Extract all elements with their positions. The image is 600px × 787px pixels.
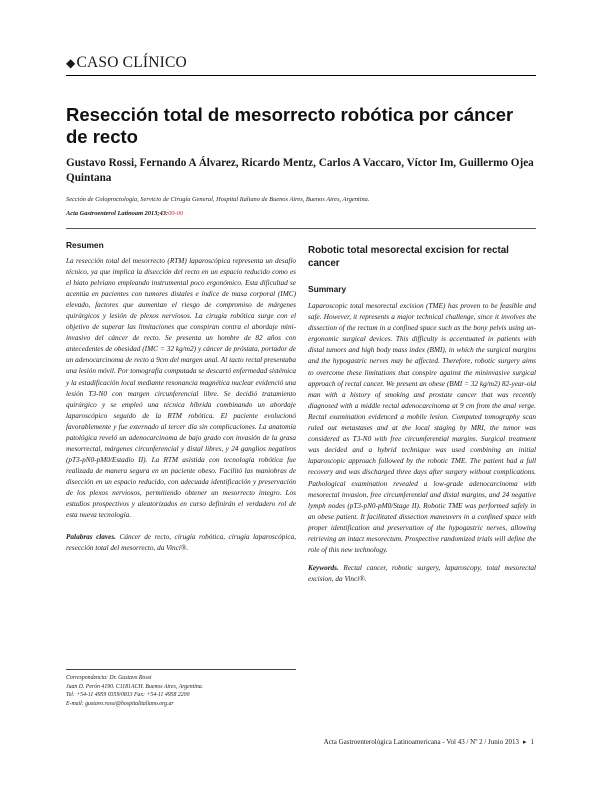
- section-label-text: CASO CLÍNICO: [76, 54, 187, 71]
- journal-citation: Acta Gastroenterol Latinoam 2013;43:: [66, 210, 169, 217]
- page-number: 1: [530, 738, 534, 746]
- spanish-abstract-column: [66, 240, 296, 554]
- correspondence-divider: [66, 669, 296, 670]
- palabras-claves-label: Palabras claves.: [66, 533, 116, 542]
- correspondence-name: Dr. Gustavo Rossi: [109, 675, 152, 681]
- keywords: [308, 563, 536, 585]
- keywords-label: Keywords.: [308, 564, 339, 573]
- palabras-claves-text: Cáncer de recto, cirugía robótica, cirugía laparoscópica, resección total del mesorrecto, da Vinci®.: [66, 533, 297, 553]
- column-divider: [66, 228, 536, 229]
- resumen-body: La resección total del mesorrecto (RTM) laparoscópica representa un desafío técnico, ya que implica la disección del recto en un espacio reducido como es el hiato pelviano empleando instrumental poco ergonómico. Esta dificultad se acentúa en pacientes con tumores distales e índice de masa corporal (IMC) elevado, factores que aumentan el riesgo de compromiso de márgenes quirúrgicos y lesión de plexos nerviosos. La cirugía robótica surge con el objetivo de superar las limitaciones que conspiran contra el abordaje mini-invasivo del cáncer de recto. Se presenta un hombre de 82 años con antecedentes de obesidad (IMC = 32 kg/m2) y cáncer de próstata, portador de un adenocarcinoma de recto a 9cm del margen anal. Al tacto rectal presentaba una lesión móvil. Por tomografía computada se descartó enfermedad sistémica y la estadificación local mediante resonancia magnética nuclear evidenció una lesión T3-N0 con margen circunferencial libre. Se decidió tratamiento quirúrgico y se empleó una técnica híbrida combinando un abordaje laparoscópico seguido de la RTM robótica. El paciente evolucionó favorablemente y fue externado al tercer día sin complicaciones. La anatomía patológica reveló un adenocarcinoma de bajo grado con invasión de la grasa mesorrectal, márgenes circunferencial y distal libres, y 24 ganglios negativos (pT3-pN0-pM0/Estadío II). La RTM asistida con tecnología robótica fue realizada de manera segura en un paciente obeso. Facilitó las maniobras de disección en un espacio reducido, con adecuada identificación y preservación de los plexos nerviosos, permitiendo obtener un mesorrecto íntegro. Los estudios prospectivos y aleatorizados en curso definirán el verdadero rol de esta nueva tecnología.: [66, 257, 296, 520]
- correspondence-label: Correspondencia:: [66, 675, 108, 681]
- summary-heading: Summary: [308, 284, 347, 294]
- article-title: Resección total de mesorrecto robótica por cáncer de recto: [66, 104, 514, 147]
- header-divider: [66, 75, 536, 76]
- summary-body: Laparoscopic total mesorectal excision (TME) has proven to be feasible and safe. However, it represents a major technical challenge, since it involves the dissection of the rectum in a confined space such as the bony pelvis using un-ergonomic surgical devices. This difficulty is accentuated in patients with distal tumors and high body mass index (BMI), in which the surgical margins and the hypogastric nerves may be affected. Therefore, robotic surgery aims to overcome these limitations that conspire against the mininvasive surgical approach of rectal cancer. We present an obese (BMI = 32 kg/m2) 82-year-old man with a history of smoking and prostate cancer that was recently diagnosed with a middle rectal adenocarcinoma at 9 cm from the anal verge. Rectal examination evidenced a mobile lesion. Computed tomography scan ruled out metastases and at the local staging by MRI, the tumor was considered as T3-N0 with free circumferential margins. Surgical treatment was decided and a hybrid technique was used combining an initial laparoscopic approach followed by the robotic TME. The patient had a full recovery and was discharged three days after surgery without complications. Pathological examination revealed a low-grade adenocarcinoma with mesorectal invasion, free circumferential and distal margins, and 24 negative lymph nodes (pT3-pN0-pM0/Stage II). Robotic TME was performed safely in an obese patient. It facilitated dissection maneuvers in a confined space with proper identification and preservation of the hypogastric nerves, allowing retrieving an intact mesorectum. Prospective randomized trials will define the role of this new technology.: [308, 302, 536, 555]
- english-abstract-column: [308, 240, 536, 585]
- correspondence-address: Juan D. Perón 4190. C1181ACH. Buenos Aires, Argentina.: [66, 683, 204, 690]
- journal-pages: 00-00: [168, 210, 183, 217]
- resumen-heading: Resumen: [66, 240, 104, 250]
- correspondence-phone: Tel: +54-11 4959 0359/0813 Fax: +54-11 4958 2200: [66, 692, 190, 699]
- palabras-claves: [66, 532, 296, 554]
- correspondence-email[interactable]: E-mail: gustavo.rossi@hospitalitaliano.org.ar: [66, 701, 174, 708]
- diamond-bullet-icon: ◆: [66, 56, 76, 70]
- correspondence-block: [66, 674, 296, 709]
- author-list: Gustavo Rossi, Fernando A Álvarez, Ricardo Mentz, Carlos A Vaccaro, Víctor Im, Guillermo Ojea Quintana: [66, 157, 534, 184]
- keywords-text: Rectal cancer, robotic surgery, laparoscopy, total mesorectal excision, da Vinci®.: [308, 564, 536, 584]
- section-label: [66, 54, 187, 72]
- page-footer: [324, 738, 534, 746]
- journal-reference: [66, 209, 536, 218]
- footer-journal: Acta Gastroenterológica Latinoamericana - Vol 43 / Nº 2 / Junio 2013: [323, 738, 519, 746]
- correspondence-line: [66, 674, 296, 683]
- affiliation: Sección de Coloproctología, Servicio de Cirugía General, Hospital Italiano de Buenos Aires, Buenos Aires, Argentina.: [66, 196, 370, 203]
- english-title: Robotic total mesorectal excision for rectal cancer: [308, 245, 509, 269]
- triangle-bullet-icon: ▸: [522, 738, 527, 746]
